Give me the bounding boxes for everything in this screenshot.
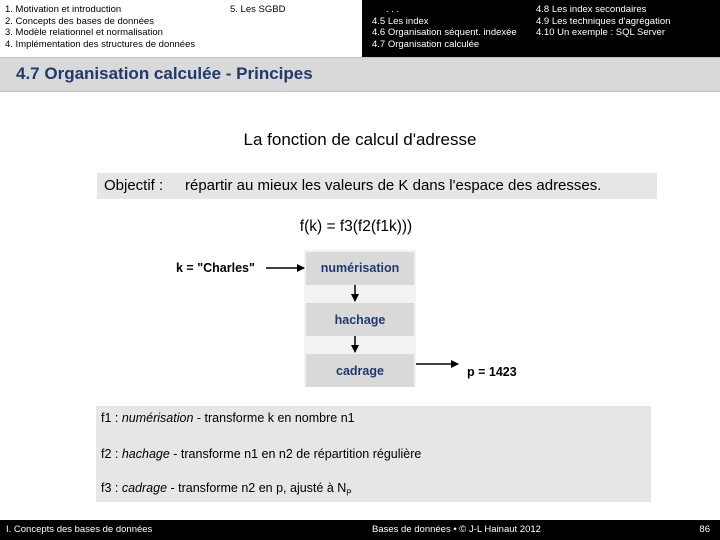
definition-text: - transforme n2 en p, ajusté à N [167,481,347,495]
chapter-item-sgbd[interactable] [230,4,285,16]
header-navigation [0,0,720,57]
definition-term: cadrage [121,481,168,495]
section-item[interactable]: 4.10 Un exemple : SQL Server [536,27,666,38]
page-number: 86 [699,524,710,535]
step-label: hachage [334,313,386,327]
definition-f2 [101,447,421,461]
chapter-item[interactable]: 3. Modèle relationnel et normalisation [5,27,163,38]
definition-f3 [101,481,352,498]
definition-text: - transforme n1 en n2 de répartition régulière [169,447,422,461]
section-item[interactable]: . . . [386,4,400,15]
definition-term: numérisation [121,411,194,425]
section-list-1 [372,4,517,50]
section-item[interactable]: 4.6 Organisation séquent. indexée [372,27,517,38]
objective-label: Objectif : [104,177,164,194]
section-item[interactable]: 4.7 Organisation calculée [372,38,480,50]
slide-subtitle: La fonction de calcul d'adresse [243,130,477,149]
section-nav-panel [362,0,720,57]
definition-term: hachage [121,447,170,461]
definition-prefix: f2 : [101,447,122,461]
objective-text: répartir au mieux les valeurs de K dans l'espace des adresses. [185,177,602,194]
chapter-item[interactable]: 1. Motivation et introduction [5,4,122,15]
definitions-box [96,406,651,502]
definition-text: - transforme k en nombre n1 [193,411,355,425]
chapter-item[interactable]: 4. Implémentation des structures de données [5,38,196,50]
page-title: 4.7 Organisation calculée - Principes [16,64,313,83]
objective-box [97,173,657,199]
step-label: cadrage [336,364,384,378]
section-item[interactable]: 4.5 Les index [372,15,429,27]
definition-prefix: f1 : [101,411,122,425]
input-label: k = "Charles" [176,261,255,275]
chapter-list [5,4,195,50]
section-item[interactable]: 4.8 Les index secondaires [536,4,647,15]
footer-copyright: Bases de données • © J-L Hainaut 2012 [372,524,541,535]
footer-bar [0,520,720,540]
definition-subscript: P [346,488,352,498]
footer-chapter[interactable]: I. Concepts des bases de données [6,524,153,535]
section-item[interactable]: 4.9 Les techniques d'agrégation [536,15,671,27]
address-calculation-diagram [168,248,538,393]
chapter-item[interactable]: 2. Concepts des bases de données [5,15,154,27]
section-list-2 [536,4,670,39]
definition-f1 [101,411,355,425]
output-label: p = 1423 [467,365,517,379]
step-label: numérisation [320,261,400,275]
definition-prefix: f3 : [101,481,122,495]
formula: f(k) = f3(f2(f1k))) [299,218,413,235]
chapter-item-label: 5. Les SGBD [230,4,286,15]
